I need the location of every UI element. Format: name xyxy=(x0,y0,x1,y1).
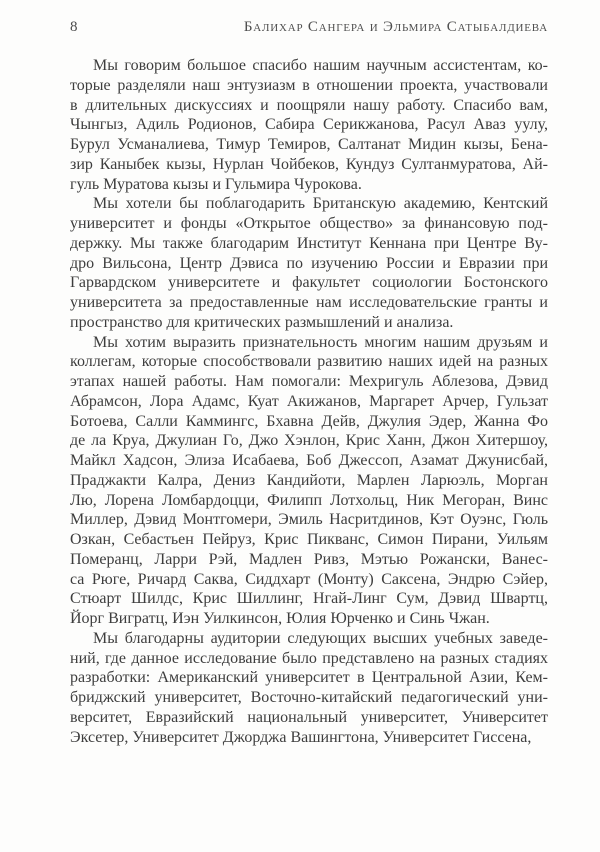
text-line: зир Каныбек кызы, Нурлан Чойбеков, Кундуз Султанмуратова, Ай- xyxy=(70,155,548,173)
text-line: Стюарт Шилдс, Крис Шиллинг, Нгай-Линг Сум, Дэвид Швартц, xyxy=(70,590,548,608)
text-line: са Рюге, Ричард Саква, Сиддхарт (Монту) Саксена, Эндрю Сэйер, xyxy=(70,570,548,588)
text-line: дро Вильсона, Центр Дэвиса по изучению России и Евразии при xyxy=(70,254,548,272)
text-line: Мы благодарны аудитории следующих высших учебных заведе- xyxy=(93,629,548,647)
text-line: гуль Муратова кызы и Гульмира Чурокова. xyxy=(70,175,362,193)
text-line: разработки: Американский университет в Центральной Азии, Кем- xyxy=(70,669,548,687)
running-head: Балихар Сангера и Эльмира Сатыбалдиева xyxy=(243,19,548,35)
text-line: бриджский университет, Восточно-китайский педагогический уни- xyxy=(70,689,548,706)
text-line: Абрамсон, Лора Адамс, Куат Акижанов, Маргарет Арчер, Гульзат xyxy=(70,392,548,410)
paragraph xyxy=(70,194,548,332)
text-line: Майкл Хадсон, Элиза Исабаева, Боб Джессоп, Азамат Джунисбай, xyxy=(70,452,548,469)
text-line: держку. Мы также благодарим Институт Кеннана при Центре Ву- xyxy=(70,234,548,252)
text-line: Озкан, Себастьен Пейруз, Крис Пикванс, Симон Пирани, Уильям xyxy=(70,531,548,548)
text-line: де ла Круа, Джулиан Го, Джо Хэнлон, Крис Ханн, Джон Хитершоу, xyxy=(70,432,548,450)
text-line: Померанц, Ларри Рэй, Мадлен Ривз, Мэтью Рожански, Ванес- xyxy=(70,550,548,568)
text-line: Мы хотели бы поблагодарить Британскую академию, Кентский xyxy=(93,195,548,213)
text-line: Мы говорим большое спасибо нашим научным ассистентам, ко- xyxy=(93,57,548,74)
text-line: Лю, Лорена Ломбардоцци, Филипп Лотхольц, Ник Мегоран, Винс xyxy=(70,491,548,509)
text-line: Йорг Вигратц, Иэн Уилкинсон, Юлия Юрченко и Синь Чжан. xyxy=(70,610,490,627)
text-line: Праджакти Калра, Дениз Кандийоти, Марлен Ларюэль, Морган xyxy=(70,471,548,489)
text-line: Мы хотим выразить признательность многим нашим друзьям и xyxy=(93,333,548,351)
text-line: пространство для критических размышлений и анализа. xyxy=(70,313,454,331)
paragraph xyxy=(70,333,548,629)
text-line: этапах нашей работы. Нам помогали: Мехригуль Аблезова, Дэвид xyxy=(70,373,548,390)
text-line: в длительных дискуссиях и поощряли нашу работу. Спасибо вам, xyxy=(70,96,548,114)
text-line: университета за предоставленные нам исследовательские гранты и xyxy=(70,294,548,311)
page-header xyxy=(70,19,548,36)
page-number: 8 xyxy=(70,19,78,35)
text-line: Ботоева, Салли Каммингс, Бхавна Дейв, Джулия Эдер, Жанна Фо xyxy=(70,412,548,430)
text-line: торые разделяли наш энтузиазм в отношении проекта, участвовали xyxy=(70,76,548,94)
text-line: верситет, Евразийский национальный университет, Университет xyxy=(70,708,548,726)
text-line: Эксетер, Университет Джорджа Вашингтона, Университет Гиссена, xyxy=(70,728,532,746)
text-line: Гарвардском университете и факультет социологии Бостонского xyxy=(70,274,548,292)
text-line: коллегам, которые способствовали развитию наших идей на разных xyxy=(70,353,548,371)
paragraph xyxy=(70,629,548,748)
text-line: Миллер, Дэвид Монтгомери, Эмиль Насритдинов, Кэт Оуэнс, Гюль xyxy=(70,511,548,529)
body-text xyxy=(70,56,548,747)
text-line: университет и фонды «Открытое общество» за финансовую под- xyxy=(70,215,548,232)
paragraph xyxy=(70,56,548,194)
text-line: Бурул Усманалиева, Тимур Темиров, Салтанат Мидин кызы, Бена- xyxy=(70,136,548,153)
text-line: ний, где данное исследование было представлено на разных стадиях xyxy=(70,649,548,667)
text-line: Чынгыз, Адиль Родионов, Сабира Серикжанова, Расул Аваз уулу, xyxy=(70,116,548,134)
